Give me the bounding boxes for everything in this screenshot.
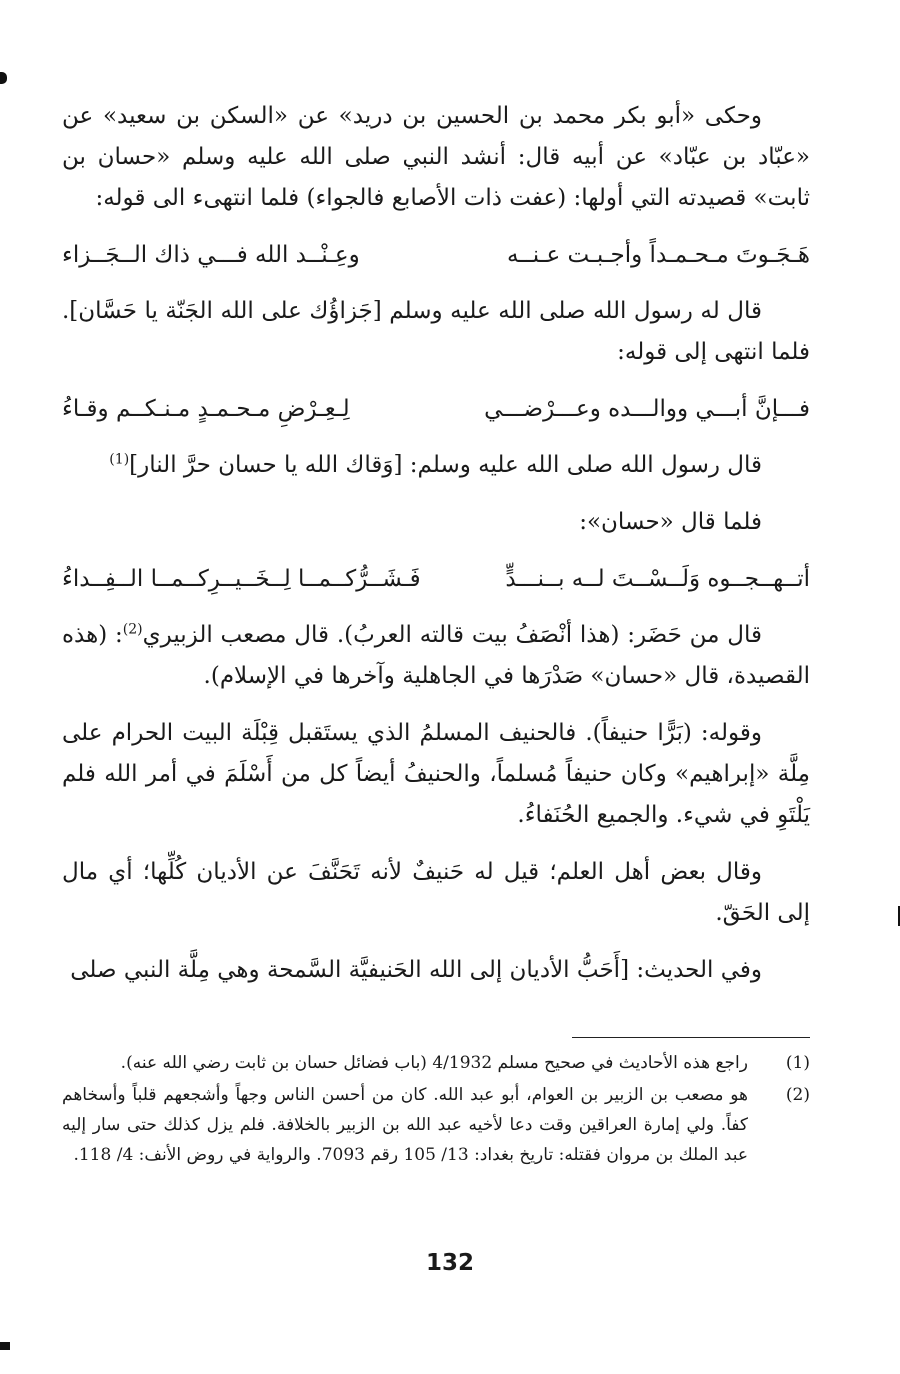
footnote-number: (2) (785, 1085, 810, 1105)
footnote-number: (1) (785, 1053, 810, 1073)
paragraph-text: قال من حَضَر: (هذا أنْصَفُ بيت قالته العربُ). قال مصعب الزبيري (142, 622, 762, 648)
footnote (62, 1080, 810, 1170)
footnote-divider (572, 1037, 810, 1038)
verse-second-hemistich: وعِـنْــد الله فـــي ذاك الــجَــزاء (62, 242, 360, 268)
verse-first-hemistich: أتــهــجــوه وَلَــسْــتَ لــه بــنـــدٍّ (505, 566, 810, 592)
footnote (62, 1048, 810, 1078)
verse-first-hemistich: هَـجَـوتَ مـحـمـداً وأجـبـت عـنــه (507, 242, 810, 268)
paragraph: قال له رسول الله صلى الله عليه وسلم [جَزاؤُك على الله الجَنّة يا حَسَّان]. فلما انتهى إلى قوله: (62, 298, 810, 365)
scan-margin-mark (0, 72, 7, 84)
footnote-text: هو مصعب بن الزبير بن العوام، أبو عبد الله. كان من أحسن الناس وجهاً وأشجعهم قلباً وأسخاهم كفاً. ولي إمارة العراقين وقت دعا لأخيه عبد الله بن الزبير بالخلافة. فلم يزل كذلك حتى سار إليه عبد الملك بن مروان فقتله: تاريخ بغداد: 13/ 105 رقم 7093. والرواية في روض الأنف: 4/ 118. (62, 1085, 748, 1165)
scan-margin-mark (0, 1342, 10, 1350)
footnotes (62, 1048, 810, 1170)
paragraph: وقوله: (بَرًّا حنيفاً). فالحنيف المسلمُ الذي يستَقبل قِبْلَة البيت الحرام على مِلَّة «إبراهيم» وكان حنيفاً مُسلماً، والحنيفُ أيضاً كل من أَسْلَمَ في أمر الله فلم يَلْتَوِ في شيء. والجميع الحُنَفاءُ. (62, 720, 810, 828)
verse-first-hemistich: فـــإنَّ أبـــي ووالـــده وعـــرْضـــي (484, 396, 810, 422)
footnote-text: راجع هذه الأحاديث في صحيح مسلم 4/1932 (باب فضائل حسان بن ثابت رضي الله عنه). (120, 1053, 748, 1073)
footnote-ref: (2) (122, 621, 143, 638)
page-number: 132 (425, 1250, 474, 1276)
poem-verse (62, 235, 810, 275)
paragraph: وحكى «أبو بكر محمد بن الحسين بن دريد» عن «السكن بن سعيد» عن «عبّاد بن عبّاد» عن أبيه قال: أنشد النبي صلى الله عليه وسلم «حسان بن ثابت» قصيدته التي أولها: (عفت ذات الأصابع فالجواء) فلما انتهىء الى قوله: (62, 103, 810, 211)
paragraph: وقال بعض أهل العلم؛ قيل له حَنيفٌ لأنه تَحَنَّفَ عن الأديان كُلِّها؛ أي مال إلى الحَقّ. (62, 859, 810, 926)
paragraph: فلما قال «حسان»: (579, 509, 762, 535)
verse-second-hemistich: فَـشَــرُّكــمــا لِــخَــيــرِكــمــا الــفِــداءُ (62, 566, 421, 592)
poem-verse (62, 389, 810, 429)
paragraph-text: قال رسول الله صلى الله عليه وسلم: [وَقاك الله يا حسان حرَّ النار] (129, 452, 762, 478)
footnote-ref: (1) (109, 451, 130, 468)
paragraph: وفي الحديث: [أَحَبُّ الأديان إلى الله الحَنيفيَّة السَّمحة وهي مِلَّة النبي صلى (70, 957, 762, 983)
paragraph (62, 615, 810, 697)
verse-second-hemistich: لِـعِـرْضِ مـحـمـدٍ مـنـكــم وقـاءُ (62, 396, 350, 422)
paragraph (62, 445, 810, 486)
paragraph-text: : (هذه القصيدة، قال «حسان» صَدْرَها في الجاهلية وآخرها في الإسلام). (62, 622, 810, 689)
poem-verse (62, 559, 810, 599)
book-page (62, 96, 810, 1172)
